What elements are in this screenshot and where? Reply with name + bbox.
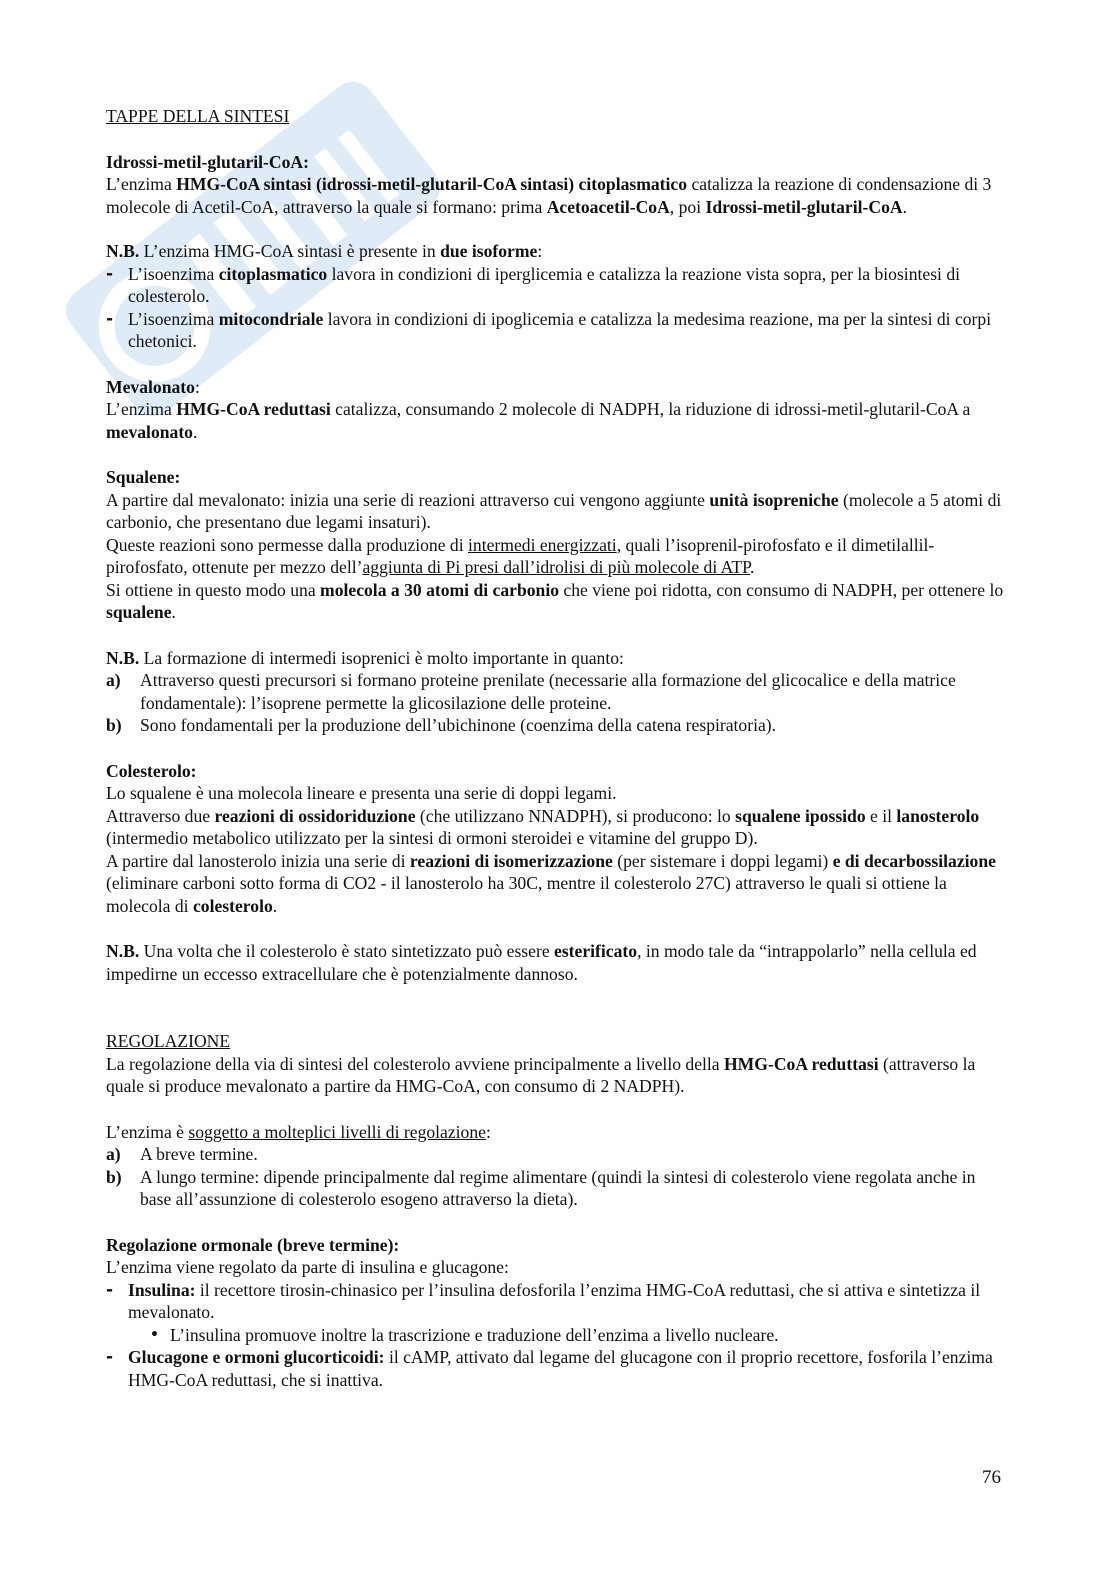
paragraph-squalene-3: Si ottiene in questo modo una molecola a 30 atomi di carbonio che viene poi ridotta, con consumo di NADPH, per ottenere lo squalene. <box>106 579 1004 622</box>
page-number: 76 <box>982 1467 1001 1488</box>
note-isoforme: N.B. L’enzima HMG-CoA sintasi è presente in due isoforme: <box>106 241 543 261</box>
list-item: - Glucagone e ormoni glucorticoidi: il cAMP, attivato dal legame del glucagone con il proprio recettore, fosforila l’enzima HMG-CoA reduttasi, che si inattiva. <box>106 1347 993 1390</box>
document-page <box>106 105 1011 1391</box>
subheading-ormonale: Regolazione ormonale (breve termine): <box>106 1234 400 1255</box>
list-item: • L’insulina promuove inoltre la trascrizione e traduzione dell’enzima a livello nucleare. <box>150 1324 779 1345</box>
subheading-colesterolo: Colesterolo: <box>106 760 197 781</box>
paragraph-colesterolo-3: A partire dal lanosterolo inizia una serie di reazioni di isomerizzazione (per sistemare i doppi legami) e di decarbossilazione (eliminare carboni sotto forma di CO2 - il lanosterolo ha 30C, mentre il colesterolo 27C) attraverso le quali si ottiene la molecola di colesterolo. <box>106 850 996 916</box>
list-item: - L’isoenzima citoplasmatico lavora in condizioni di iperglicemia e catalizza la reazione vista sopra, per la biosintesi di colesterolo. <box>106 263 961 306</box>
ormoni-list <box>106 1279 1011 1392</box>
section-heading-regolazione: REGOLAZIONE <box>106 1031 231 1051</box>
paragraph-squalene-1: A partire dal mevalonato: inizia una serie di reazioni attraverso cui vengono aggiunte unità isopreniche (molecole a 5 atomi di carbonio, che presentano due legami insaturi). <box>106 489 1002 532</box>
paragraph-colesterolo-2: Attraverso due reazioni di ossidoriduzione (che utilizzano NNADPH), si producono: lo squalene ipossido e il lanosterolo (intermedio metabolico utilizzato per la sintesi di ormoni steroidei e vitamine del gruppo D). <box>106 805 980 848</box>
subheading-squalene: Squalene: <box>106 467 181 487</box>
list-item: - L’isoenzima mitocondriale lavora in condizioni di ipoglicemia e catalizza la medesima reazione, ma per la sintesi di corpi chetonici. <box>106 308 992 351</box>
subheading-hmg: Idrossi-metil-glutaril-CoA: <box>106 151 309 172</box>
paragraph-squalene-2: Queste reazioni sono permesse dalla produzione di intermedi energizzati, quali l’isoprenil-pirofosfato e il dimetilallil-pirofosfato, ottenute per mezzo dell’aggiunta di Pi presi dall’idrolisi di più molecole di ATP. <box>106 534 935 577</box>
paragraph-hmg: L’enzima HMG-CoA sintasi (idrossi-metil-glutaril-CoA sintasi) citoplasmatico catalizza la reazione di condensazione di 3 molecole di Acetil-CoA, attraverso la quale si formano: prima Acetoacetil-CoA, poi Idrossi-metil-glutaril-CoA. <box>106 174 992 217</box>
paragraph-mevalonato: L’enzima HMG-CoA reduttasi catalizza, consumando 2 molecole di NADPH, la riduzione di idrossi-metil-glutaril-CoA a mevalonato. <box>106 399 971 442</box>
list-item: b) A lungo termine: dipende principalmente dal regime alimentare (quindi la sintesi di colesterolo viene regolata anche in base all’assunzione di colesterolo esogeno attraverso la dieta). <box>106 1166 976 1209</box>
list-item: a) A breve termine. <box>106 1144 258 1164</box>
subheading-mevalonato: Mevalonato: <box>106 376 200 397</box>
note-isoprenici: N.B. La formazione di intermedi isoprenici è molto importante in quanto: <box>106 647 624 668</box>
section-heading-tappe: TAPPE DELLA SINTESI <box>106 106 290 126</box>
isoprenici-list <box>106 669 1011 737</box>
list-item: a) Attraverso questi precursori si formano proteine prenilate (necessarie alla formazione del glicocalice e della matrice fondamentale): l’isoprene permette la glicosilazione delle proteine. <box>106 670 956 713</box>
paragraph-colesterolo-1: Lo squalene è una molecola lineare e presenta una serie di doppi legami. <box>106 783 617 803</box>
note-esterificato: N.B. Una volta che il colesterolo è stato sintetizzato può essere esterificato, in modo tale da “intrappolarlo” nella cellula ed impedirne un eccesso extracellulare che è potenzialmente dannoso. <box>106 941 977 984</box>
list-item: b) Sono fondamentali per la produzione dell’ubichinone (coenzima della catena respiratoria). <box>106 715 777 735</box>
paragraph-regolazione-1: La regolazione della via di sintesi del colesterolo avviene principalmente a livello della HMG-CoA reduttasi (attraverso la quale si produce mevalonato a partire da HMG-CoA, con consumo di 2 NADPH). <box>106 1053 976 1096</box>
regolazione-list <box>106 1143 1011 1211</box>
paragraph-regolazione-2: L’enzima è soggetto a molteplici livelli di regolazione: <box>106 1121 491 1142</box>
isoform-list <box>106 263 1011 353</box>
insulina-sublist <box>128 1324 1011 1347</box>
list-item: - Insulina: il recettore tirosin-chinasico per l’insulina defosforila l’enzima HMG-CoA reduttasi, che si attiva e sintetizza il mevalonato. • L’insulina promuove inoltre la trascrizione e traduzione dell’enzima a livello nucleare. <box>106 1279 1011 1347</box>
paragraph-ormonale: L’enzima viene regolato da parte di insulina e glucagone: <box>106 1257 509 1277</box>
